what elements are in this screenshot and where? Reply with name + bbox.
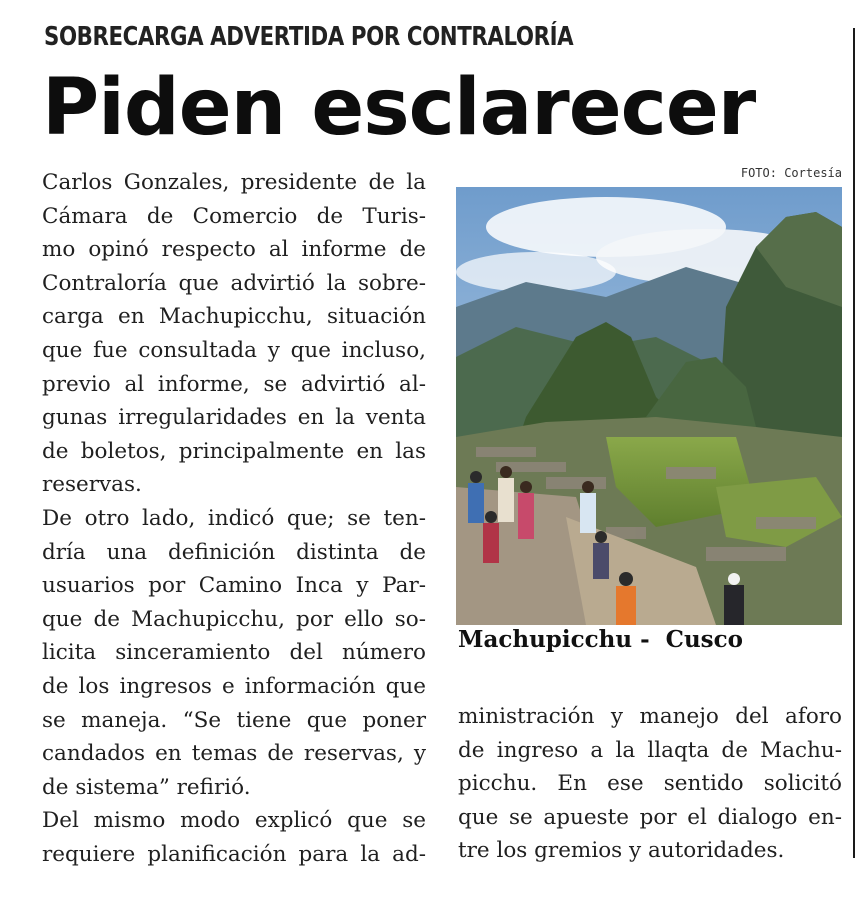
body-line: candados en temas de reservas, y <box>42 741 426 767</box>
body-line: licita sinceramiento del número <box>42 640 426 666</box>
body-line: dría una definición distinta de <box>42 539 426 565</box>
body-line: ministración y manejo del aforo <box>458 704 842 729</box>
photo-caption: Machupicchu - Cusco <box>458 626 743 653</box>
body-line: tre los gremios y autoridades. <box>458 838 785 864</box>
body-line: De otro lado, indicó que; se ten- <box>42 505 426 531</box>
column-rule <box>853 28 855 858</box>
body-line: reservas. <box>42 472 142 498</box>
landscape-illustration <box>456 187 842 625</box>
body-line: previo al informe, se advirtió al- <box>42 371 426 397</box>
body-line: gunas irregularidades en la venta <box>42 405 426 431</box>
body-line: que de Machupicchu, por ello so- <box>42 606 426 632</box>
body-line: Carlos Gonzales, presidente de la <box>42 170 426 195</box>
body-line: que fue consultada y que incluso, <box>42 337 426 363</box>
body-line: que se apueste por el dialogo en- <box>458 804 842 830</box>
body-line: requiere planificación para la ad- <box>42 841 426 867</box>
body-line: Contraloría que advirtió la sobre- <box>42 270 426 296</box>
body-line: de los ingresos e información que <box>42 673 426 699</box>
article-column-2 <box>458 700 842 868</box>
body-line: se maneja. “Se tiene que poner <box>42 707 426 733</box>
body-line: de sistema” refirió. <box>42 774 251 800</box>
headline: Piden esclarecer <box>42 63 756 153</box>
body-line: de boletos, principalmente en las <box>42 438 426 464</box>
body-line: mo opinó respecto al informe de <box>42 237 426 263</box>
body-line: carga en Machupicchu, situación <box>42 304 426 330</box>
body-line: picchu. En ese sentido solicitó <box>458 771 842 797</box>
photo-credit: FOTO: Cortesía <box>740 166 842 180</box>
article-column-1 <box>42 166 426 871</box>
body-line: de ingreso a la llaqta de Machu- <box>458 737 842 763</box>
body-line: Cámara de Comercio de Turis- <box>42 203 426 229</box>
body-line: usuarios por Camino Inca y Par- <box>42 573 426 599</box>
machupicchu-photo <box>456 187 842 625</box>
kicker: SOBRECARGA ADVERTIDA POR CONTRALORÍA <box>44 22 574 52</box>
body-line: Del mismo modo explicó que se <box>42 808 426 834</box>
